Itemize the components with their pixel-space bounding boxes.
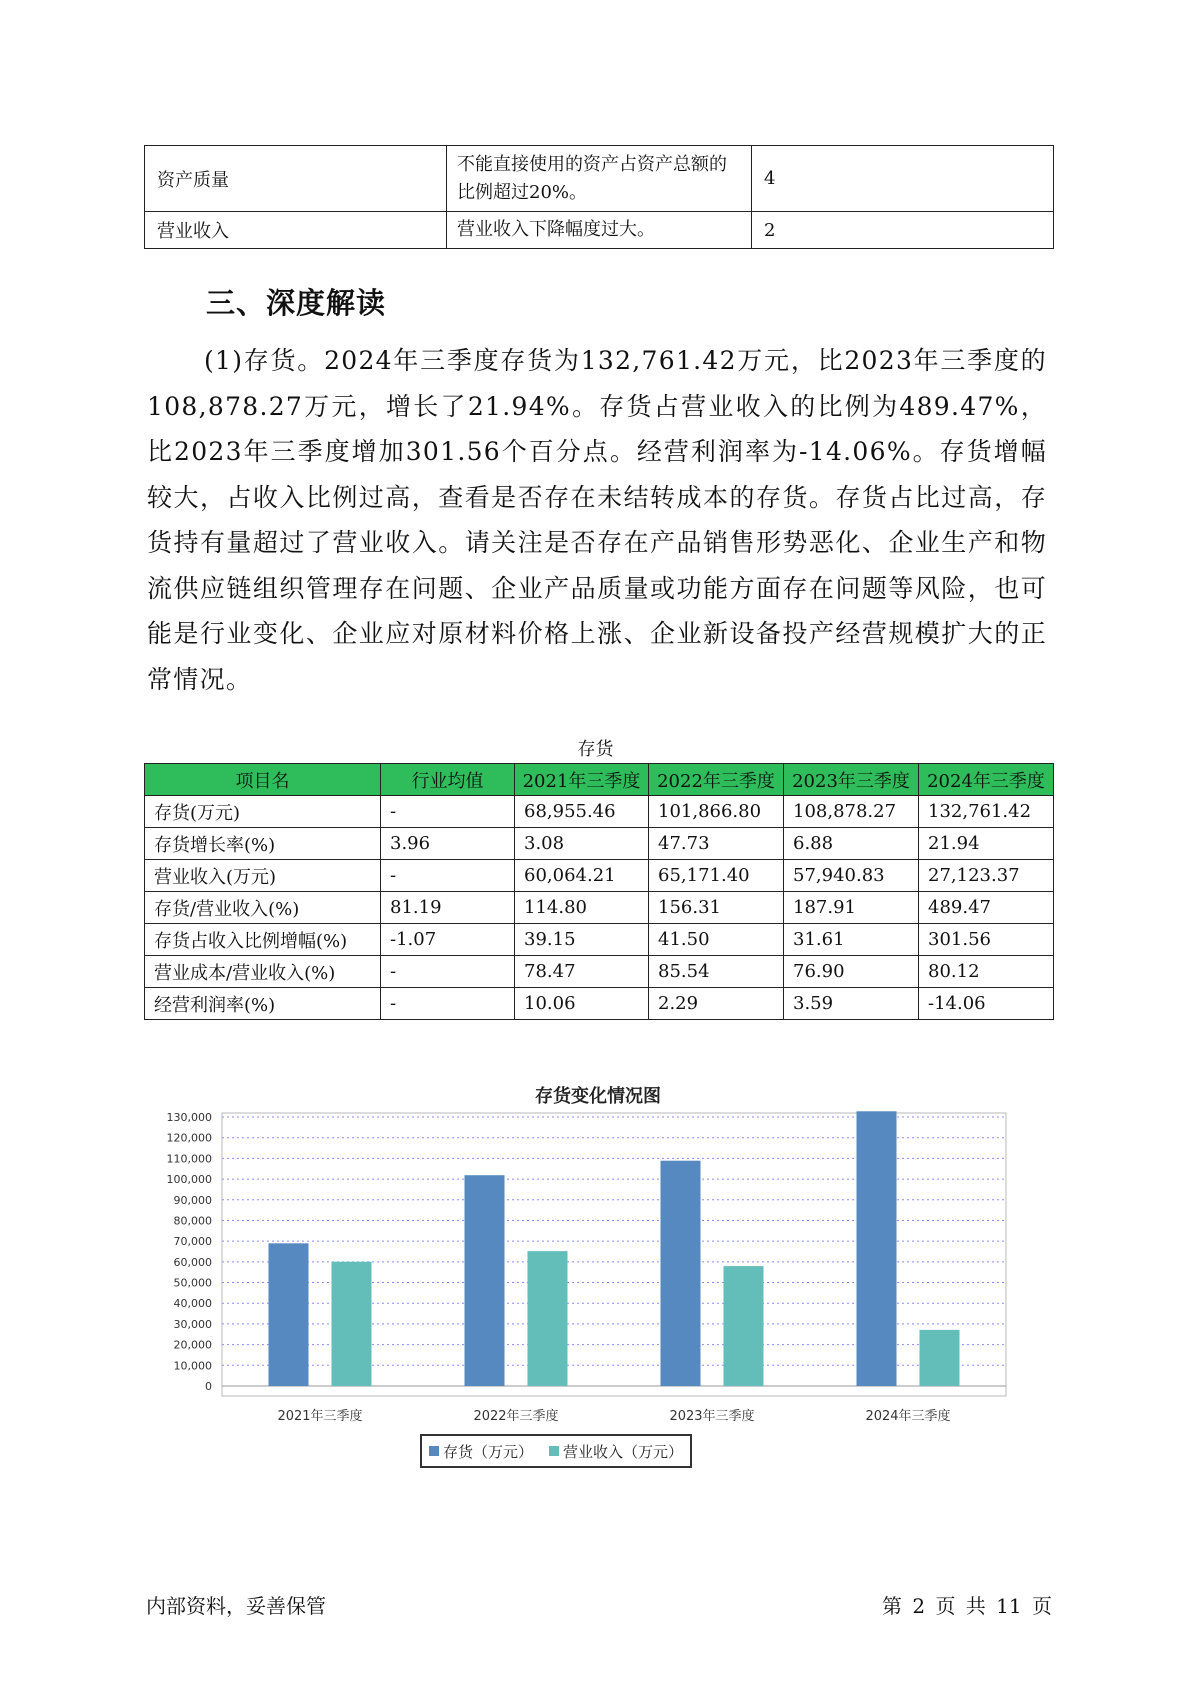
table-caption: 存货 — [577, 739, 614, 760]
row-label: 存货/营业收入(%) — [145, 892, 381, 924]
y-tick-label: 60,000 — [173, 1255, 212, 1269]
table-cell: - — [381, 796, 515, 828]
table-cell: 81.19 — [381, 892, 515, 924]
risk-score: 2 — [752, 212, 1054, 249]
bar-inventory — [465, 1175, 505, 1386]
inventory-table — [144, 763, 1054, 1020]
table-cell: 3.08 — [515, 828, 649, 860]
x-tick-label: 2023年三季度 — [669, 1409, 755, 1424]
row-label: 存货增长率(%) — [145, 828, 381, 860]
table-cell: 301.56 — [919, 924, 1054, 956]
table-cell: 10.06 — [515, 988, 649, 1020]
table-row — [145, 146, 1054, 212]
chart-title: 存货变化情况图 — [535, 1086, 661, 1107]
table-cell: 6.88 — [784, 828, 919, 860]
bar-revenue — [332, 1262, 372, 1386]
table-cell: -14.06 — [919, 988, 1054, 1020]
table-cell: 78.47 — [515, 956, 649, 988]
x-tick-label: 2021年三季度 — [277, 1409, 363, 1424]
table-cell: 114.80 — [515, 892, 649, 924]
y-tick-label: 100,000 — [166, 1173, 212, 1187]
table-cell: 156.31 — [649, 892, 784, 924]
bar-inventory — [661, 1161, 701, 1386]
table-header-row — [145, 764, 1054, 796]
bar-revenue — [724, 1266, 764, 1386]
risk-table — [144, 145, 1054, 249]
table-cell: 21.94 — [919, 828, 1054, 860]
y-tick-label: 90,000 — [173, 1193, 212, 1207]
bar-revenue — [528, 1251, 568, 1386]
x-tick-label: 2024年三季度 — [865, 1409, 951, 1424]
table-cell: 80.12 — [919, 956, 1054, 988]
section-heading: 三、深度解读 — [206, 286, 387, 320]
table-cell: 489.47 — [919, 892, 1054, 924]
risk-item: 营业收入 — [145, 212, 447, 249]
table-cell: 85.54 — [649, 956, 784, 988]
risk-score: 4 — [752, 146, 1054, 212]
table-row — [145, 828, 1054, 860]
inventory-chart — [144, 1075, 1044, 1550]
column-header: 项目名 — [145, 764, 381, 796]
bar-revenue — [920, 1330, 960, 1386]
table-cell: 108,878.27 — [784, 796, 919, 828]
table-cell: 68,955.46 — [515, 796, 649, 828]
legend-swatch — [429, 1446, 439, 1456]
table-cell: 41.50 — [649, 924, 784, 956]
column-header: 2021年三季度 — [515, 764, 649, 796]
risk-desc: 营业收入下降幅度过大。 — [447, 212, 752, 249]
y-tick-label: 50,000 — [173, 1276, 212, 1290]
legend-swatch — [549, 1446, 559, 1456]
table-cell: 65,171.40 — [649, 860, 784, 892]
y-tick-label: 30,000 — [173, 1317, 212, 1331]
column-header: 2022年三季度 — [649, 764, 784, 796]
row-label: 存货占收入比例增幅(%) — [145, 924, 381, 956]
table-cell: 31.61 — [784, 924, 919, 956]
page-number: 第 2 页 共 11 页 — [882, 1594, 1052, 1618]
table-cell: 60,064.21 — [515, 860, 649, 892]
legend-label: 存货（万元） — [443, 1443, 534, 1461]
y-tick-label: 110,000 — [166, 1152, 212, 1166]
row-label: 存货(万元) — [145, 796, 381, 828]
column-header: 2024年三季度 — [919, 764, 1054, 796]
y-tick-label: 120,000 — [166, 1131, 212, 1145]
table-row — [145, 860, 1054, 892]
table-row — [145, 892, 1054, 924]
y-tick-label: 10,000 — [173, 1359, 212, 1373]
column-header: 2023年三季度 — [784, 764, 919, 796]
table-cell: 57,940.83 — [784, 860, 919, 892]
bar-inventory — [269, 1243, 309, 1386]
table-row — [145, 924, 1054, 956]
table-cell: 187.91 — [784, 892, 919, 924]
footer-note: 内部资料，妥善保管 — [146, 1594, 326, 1618]
table-cell: - — [381, 956, 515, 988]
table-row — [145, 988, 1054, 1020]
table-cell: 39.15 — [515, 924, 649, 956]
row-label: 营业成本/营业收入(%) — [145, 956, 381, 988]
row-label: 营业收入(万元) — [145, 860, 381, 892]
y-tick-label: 70,000 — [173, 1235, 212, 1249]
row-label: 经营利润率(%) — [145, 988, 381, 1020]
table-row — [145, 212, 1054, 249]
legend-label: 营业收入（万元） — [563, 1443, 684, 1461]
table-row — [145, 956, 1054, 988]
table-cell: 3.59 — [784, 988, 919, 1020]
table-cell: 132,761.42 — [919, 796, 1054, 828]
table-cell: - — [381, 988, 515, 1020]
body-paragraph: (1)存货。2024年三季度存货为132,761.42万元，比2023年三季度的108,878.27万元，增长了21.94%。存货占营业收入的比例为489.47%，比2023年三季度增加301.56个百分点。经营利润率为-14.06%。存货增幅较大，占收入比例过高，查看是否存在未结转成本的存货。存货占比过高，存货持有量超过了营业收入。请关注是否存在产品销售形势恶化、企业生产和物流供应链组织管理存在问题、企业产品质量或功能方面存在问题等风险，也可能是行业变化、企业应对原材料价格上涨、企业新设备投产经营规模扩大的正常情况。 — [147, 346, 1047, 694]
table-cell: - — [381, 860, 515, 892]
y-tick-label: 40,000 — [173, 1297, 212, 1311]
table-cell: 76.90 — [784, 956, 919, 988]
bar-inventory — [857, 1111, 897, 1386]
table-cell: 27,123.37 — [919, 860, 1054, 892]
y-tick-label: 20,000 — [173, 1338, 212, 1352]
y-tick-label: 80,000 — [173, 1214, 212, 1228]
column-header: 行业均值 — [381, 764, 515, 796]
risk-desc: 不能直接使用的资产占资产总额的比例超过20%。 — [447, 146, 752, 212]
table-cell: 47.73 — [649, 828, 784, 860]
risk-item: 资产质量 — [145, 146, 447, 212]
table-cell: -1.07 — [381, 924, 515, 956]
table-cell: 3.96 — [381, 828, 515, 860]
table-cell: 101,866.80 — [649, 796, 784, 828]
x-tick-label: 2022年三季度 — [473, 1409, 559, 1424]
table-cell: 2.29 — [649, 988, 784, 1020]
table-row — [145, 796, 1054, 828]
y-tick-label: 130,000 — [166, 1111, 212, 1124]
y-tick-label: 0 — [205, 1380, 212, 1393]
